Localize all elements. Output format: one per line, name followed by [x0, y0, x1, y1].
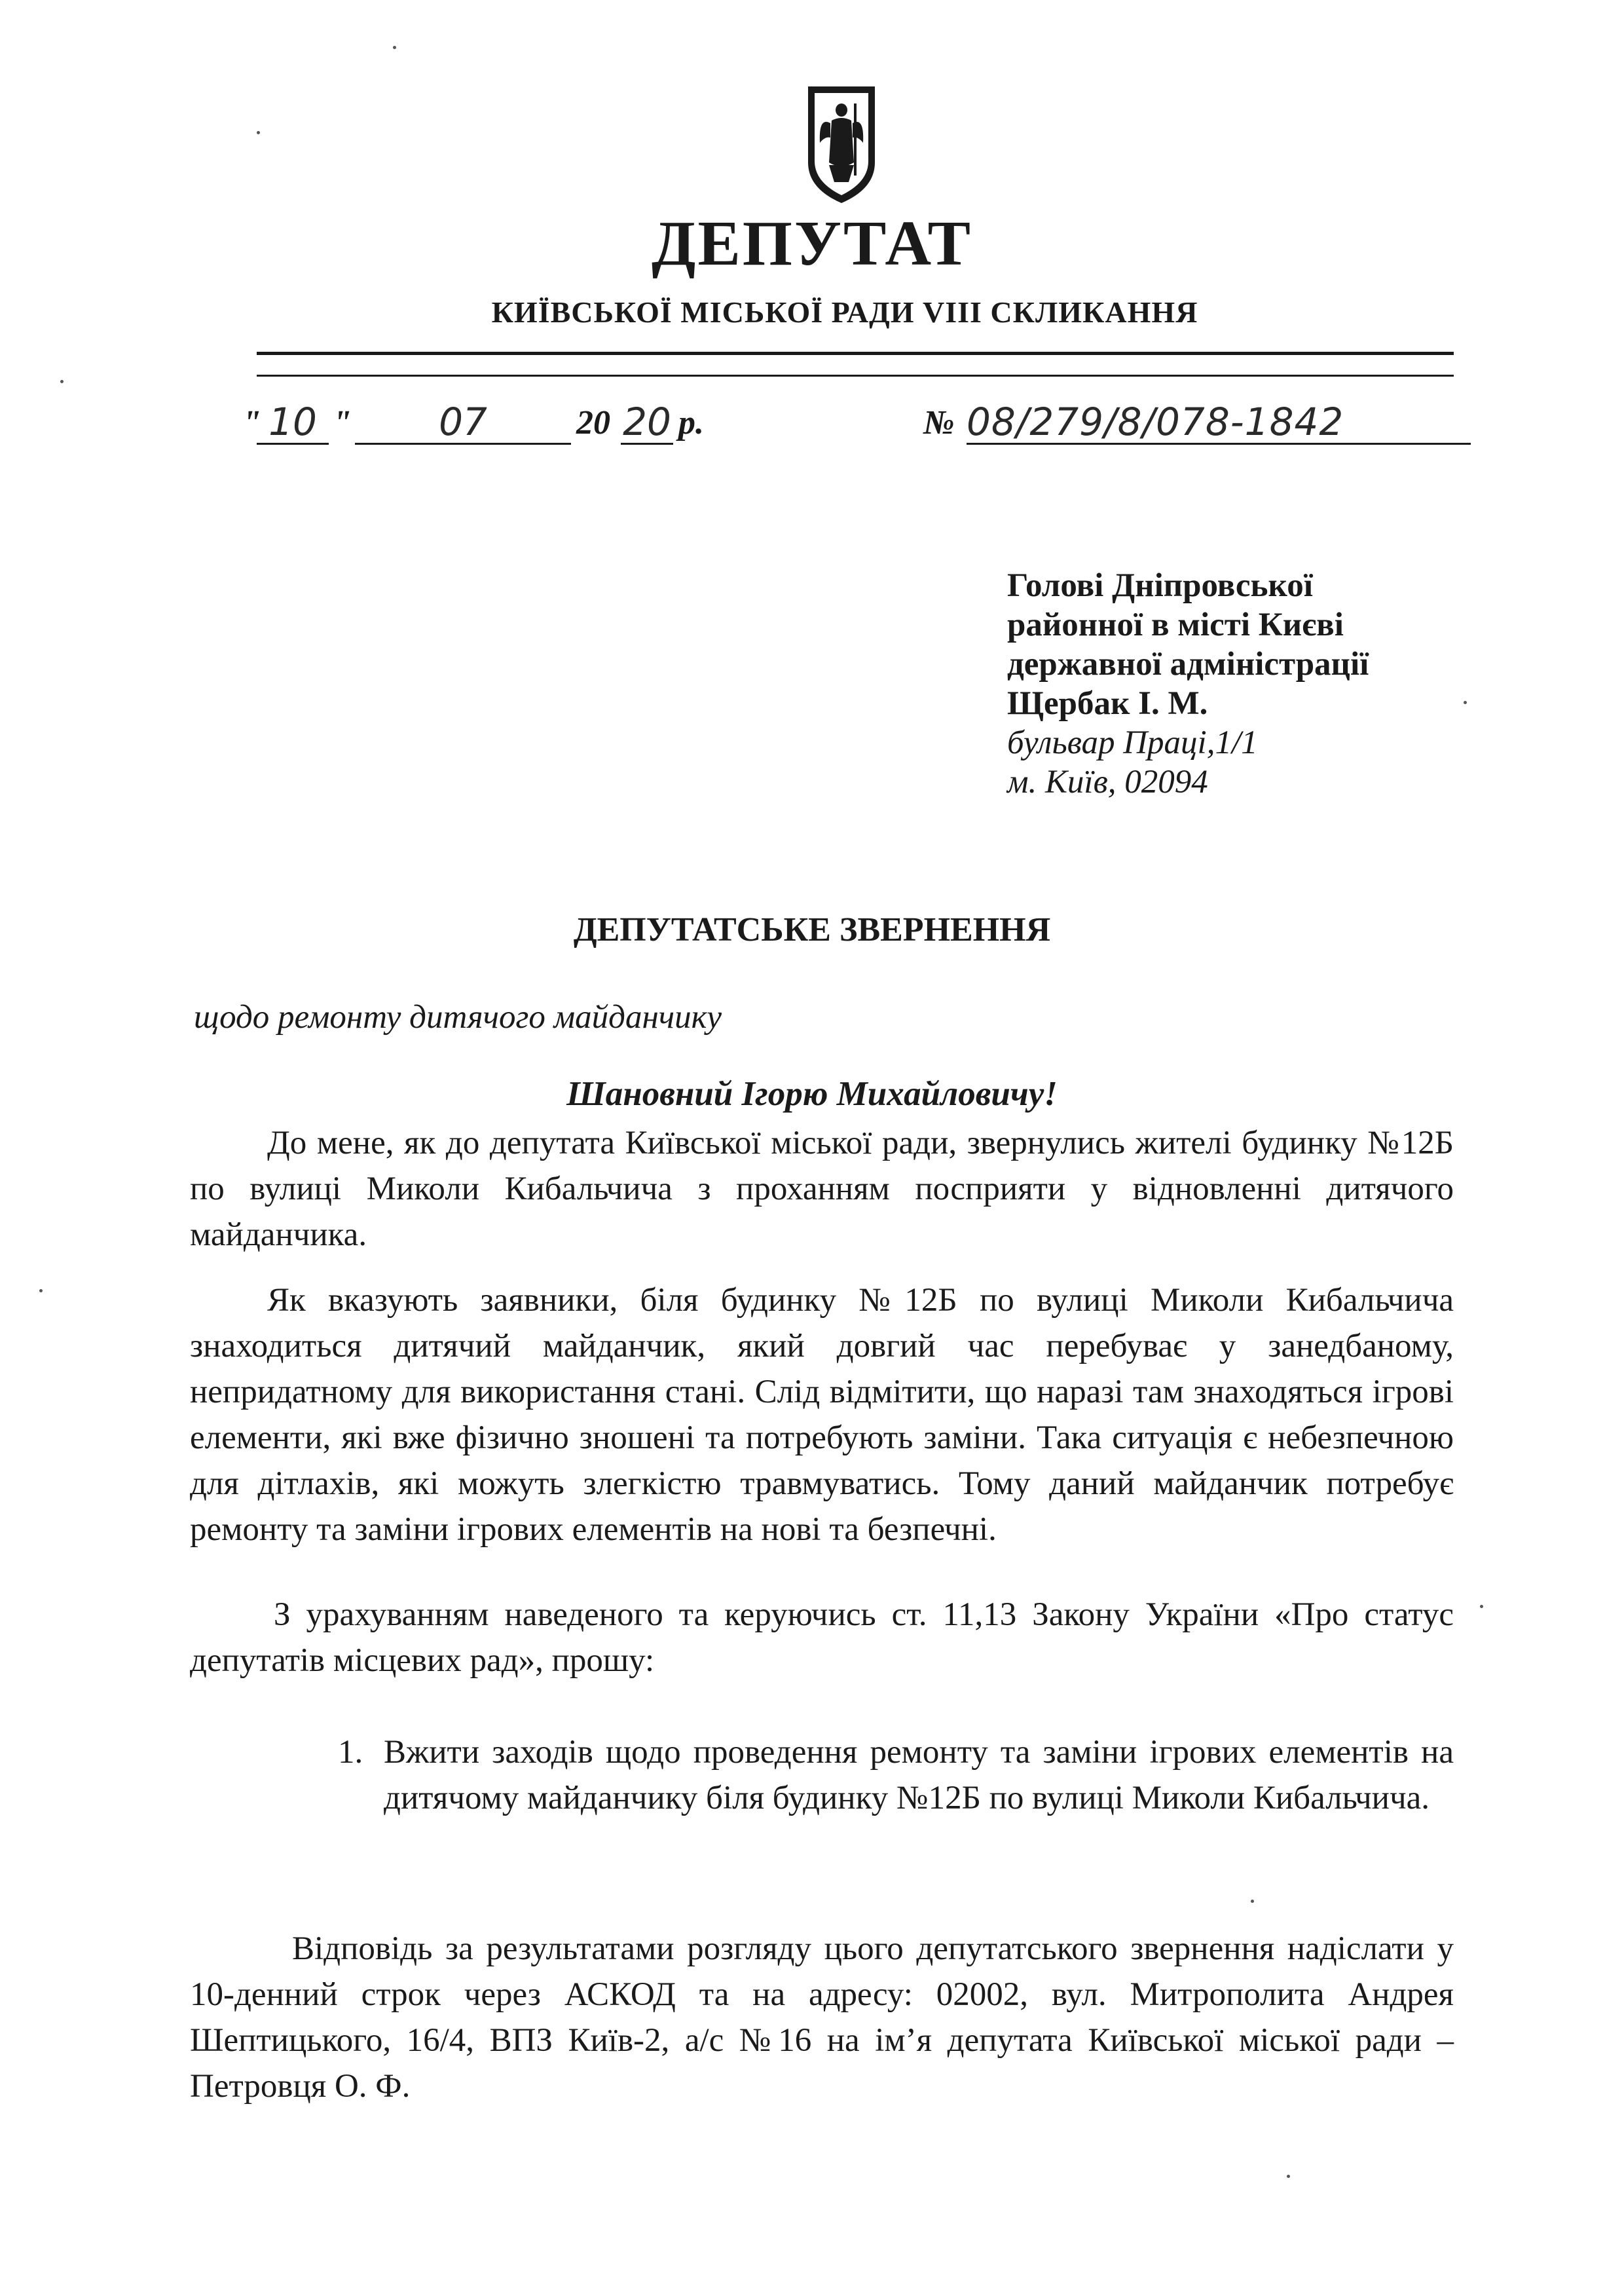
registration-number — [923, 400, 1480, 452]
date-month: 07 — [355, 400, 571, 445]
date-open-quote: " — [242, 404, 261, 441]
letterhead-title: ДЕПУТАТ — [652, 208, 972, 279]
addressee-line: районної в місті Києві — [1007, 607, 1344, 643]
closing-paragraph: Відповідь за результатами розгляду цього депутатського звернення надіслати у 10-денний строк через АСКОД та на адресу: 02002, вул. Митрополита Андрея Шептицького, 16/4, ВПЗ Київ-2, а/с №16 на ім’я депутата Київської міської ради – Петровця О. Ф. — [190, 1930, 1454, 2105]
date-year-unit: р. — [678, 404, 704, 441]
document-heading: ДЕПУТАТСЬКЕ ЗВЕРНЕННЯ — [573, 911, 1051, 948]
addressee-line: державної адміністрації — [1007, 646, 1369, 683]
kyiv-coat-of-arms-icon — [805, 84, 877, 206]
document-subject: щодо ремонту дитячого майданчику — [194, 999, 722, 1036]
request-item: Вжити заходів щодо проведення ремонту та заміни ігрових елементів на дитячому майданчику біля будинку №12Б по вулиці Миколи Кибальчича. — [384, 1734, 1454, 1816]
letterhead-subtitle: КИЇВСЬКОЇ МІСЬКОЇ РАДИ VIII СКЛИКАННЯ — [491, 295, 1198, 329]
request-number: 1. — [338, 1734, 363, 1771]
body-paragraph: З урахуванням наведеного та керуючись ст. 11,13 Закону України «Про статус депутатів місцевих рад», прошу: — [190, 1596, 1454, 1679]
letterhead-divider-thick — [257, 352, 1454, 355]
letterhead-divider-thin — [257, 375, 1454, 377]
scan-speck — [1251, 1900, 1254, 1903]
document-date — [236, 400, 733, 452]
date-day: 10 — [257, 400, 329, 445]
addressee-block — [1007, 566, 1583, 802]
registration-value: 08/279/8/078-1842 — [967, 400, 1471, 445]
greeting: Шановний Ігорю Михайловичу! — [566, 1075, 1058, 1113]
addressee-line: Голові Дніпровської — [1007, 567, 1313, 604]
scan-speck — [60, 380, 64, 383]
scan-speck — [1480, 1605, 1483, 1608]
addressee-name: Щербак І. М. — [1007, 685, 1208, 722]
date-year-suffix: 20 — [621, 400, 673, 445]
scan-speck — [257, 131, 260, 134]
addressee-address-line: бульвар Праці,1/1 — [1007, 724, 1258, 761]
date-year-prefix: 20 — [576, 404, 610, 441]
body-paragraph: Як вказують заявники, біля будинку №12Б по вулиці Миколи Кибальчича знаходиться дитячий майданчик, який довгий час перебуває у занедбаному, непридатному для використання стані. Слід відмітити, що наразі там знаходяться ігрові елементи, які вже фізично зношені та потребують заміни. Така ситуація є небезпечною для дітлахів, які можуть злегкістю травмуватись. Тому даний майданчик потребує ремонту та заміни ігрових елементів на нові та безпечні. — [190, 1282, 1454, 1548]
scan-speck — [1287, 2175, 1290, 2178]
scan-speck — [393, 46, 396, 49]
addressee-address-line: м. Київ, 02094 — [1007, 764, 1208, 800]
body-paragraph: До мене, як до депутата Київської міської ради, звернулись жителі будинку №12Б по вулиці Миколи Кибальчича з проханням посприяти у відновленні дитячого майданчика. — [190, 1125, 1454, 1253]
scan-speck — [39, 1289, 43, 1292]
scan-speck — [1464, 701, 1467, 704]
registration-label: № — [923, 404, 955, 441]
date-close-quote: " — [333, 404, 352, 441]
